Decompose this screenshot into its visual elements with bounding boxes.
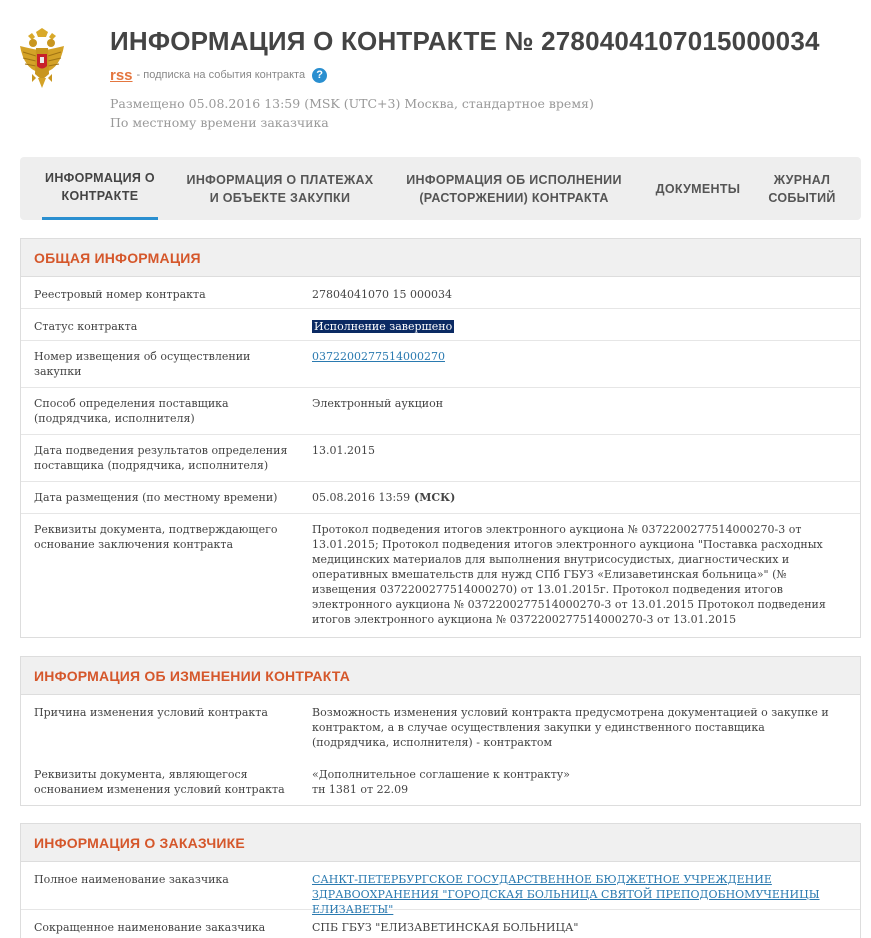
tab-label: ДОКУМЕНТЫ [655, 181, 741, 196]
row-label: Сокращенное наименование заказчика [34, 921, 266, 934]
row-label: Причина изменения условий контракта [34, 706, 268, 719]
rss-subscription [110, 65, 327, 85]
customer-short-name: СПБ ГБУЗ "ЕЛИЗАВЕТИНСКАЯ БОЛЬНИЦА" [312, 921, 579, 934]
table-row [21, 482, 860, 514]
row-label: Реквизиты документа, подтверждающего основание заключения контракта [34, 523, 278, 551]
row-label: Полное наименование заказчика [34, 873, 229, 886]
section-title: ОБЩАЯ ИНФОРМАЦИЯ [34, 249, 201, 266]
row-label: Номер извещения об осуществлении закупки [34, 350, 251, 378]
tab-event-log[interactable] [760, 157, 844, 220]
row-label: Способ определения поставщика (подрядчика, исполнителя) [34, 397, 229, 425]
change-reason: Возможность изменения условий контракта предусмотрена документацией о закупке и контрактом, а в случае осуществления закупки у единственного поставщика (подрядчика, исполнителя) - контрактом [312, 706, 829, 749]
table-row [21, 341, 860, 388]
row-label: Дата размещения (по местному времени) [34, 491, 278, 504]
tab-contract-info[interactable] [42, 157, 158, 220]
contract-changes-section [20, 656, 861, 806]
table-row [21, 862, 860, 916]
tab-label-line2: И ОБЪЕКТЕ ЗАКУПКИ [209, 190, 351, 205]
tab-label-line2: КОНТРАКТЕ [61, 189, 139, 203]
tab-execution[interactable] [398, 157, 630, 220]
change-document: «Дополнительное соглашение к контракту» [312, 768, 570, 781]
general-info-section [20, 238, 861, 638]
row-label: Реестровый номер контракта [34, 288, 206, 301]
customer-full-name-link[interactable]: САНКТ-ПЕТЕРБУРГСКОЕ ГОСУДАРСТВЕННОЕ БЮДЖЕТНОЕ УЧРЕЖДЕНИЕ ЗДРАВООХРАНЕНИЯ "ГОРОДСКАЯ БОЛЬНИЦА СВЯТОЙ ПРЕПОДОБНОМУЧЕНИЦЫ ЕЛИЗАВЕТЫ" [312, 873, 820, 916]
local-time-note: По местному времени заказчика [110, 115, 329, 130]
table-row [21, 309, 860, 341]
section-header [21, 657, 860, 695]
rss-description: - подписка на события контракта [136, 69, 306, 81]
table-row [21, 695, 860, 757]
tab-label-line2: (РАСТОРЖЕНИИ) КОНТРАКТА [419, 190, 609, 205]
change-document-number: тн 1381 от 22.09 [312, 783, 409, 796]
tab-label-line1: ЖУРНАЛ [773, 172, 831, 187]
section-title: ИНФОРМАЦИЯ ОБ ИЗМЕНЕНИИ КОНТРАКТА [34, 667, 351, 684]
tab-bar [20, 157, 861, 220]
section-title: ИНФОРМАЦИЯ О ЗАКАЗЧИКЕ [34, 834, 245, 851]
tab-label-line2: СОБЫТИЙ [768, 190, 836, 205]
registry-number: 27804041070 15 000034 [312, 288, 452, 301]
placement-date: 05.08.2016 13:59 [312, 491, 411, 504]
results-date: 13.01.2015 [312, 444, 375, 457]
timezone-label: (МСК) [410, 491, 456, 504]
tab-documents[interactable] [646, 157, 750, 220]
table-row [21, 435, 860, 482]
rss-link[interactable]: rss [110, 66, 133, 84]
russian-coat-of-arms-icon [18, 28, 66, 90]
contract-status: Исполнение завершено [314, 320, 453, 333]
table-row [21, 910, 860, 938]
tab-label-line1: ИНФОРМАЦИЯ О [45, 171, 155, 185]
posted-date: Размещено 05.08.2016 13:59 (MSK (UTC+3) Москва, стандартное время) [110, 96, 594, 111]
page-title: ИНФОРМАЦИЯ О КОНТРАКТЕ № 2780404107015000034 [110, 26, 820, 56]
supplier-method: Электронный аукцион [312, 397, 444, 410]
row-label: Дата подведения результатов определения поставщика (подрядчика, исполнителя) [34, 444, 288, 472]
table-row [21, 277, 860, 309]
page-header [0, 0, 871, 150]
table-row [21, 388, 860, 435]
tab-label-line1: ИНФОРМАЦИЯ О ПЛАТЕЖАХ [186, 172, 374, 187]
table-row [21, 757, 860, 805]
section-header [21, 824, 860, 862]
customer-info-section [20, 823, 861, 938]
tab-payments[interactable] [178, 157, 382, 220]
basis-documents: Протокол подведения итогов электронного аукциона № 0372200277514000270-3 от 13.01.2015; Протокол подведения итогов электронного аукциона "Поставка расходных медицинских материалов для выполнения внутрисосудистых, диагностических и оперативных вмешательств для нужд СПб ГБУЗ «Елизаветинская больница»" (№ извещения 0372200277514000270) от 13.01.2015г. Протокол подведения итогов электронного аукциона № 0372200277514000270-3 от 13.01.2015 Протокол подведения итогов электронного аукциона № 0372200277514000270-3 от 13.01.2015 [312, 523, 826, 626]
notice-number-link[interactable]: 0372200277514000270 [312, 350, 445, 363]
row-label: Статус контракта [34, 320, 138, 333]
tab-label-line1: ИНФОРМАЦИЯ ОБ ИСПОЛНЕНИИ [406, 172, 622, 187]
help-icon[interactable]: ? [312, 68, 327, 83]
row-label: Реквизиты документа, являющегося основанием изменения условий контракта [34, 768, 285, 796]
section-header [21, 239, 860, 277]
table-row [21, 514, 860, 637]
